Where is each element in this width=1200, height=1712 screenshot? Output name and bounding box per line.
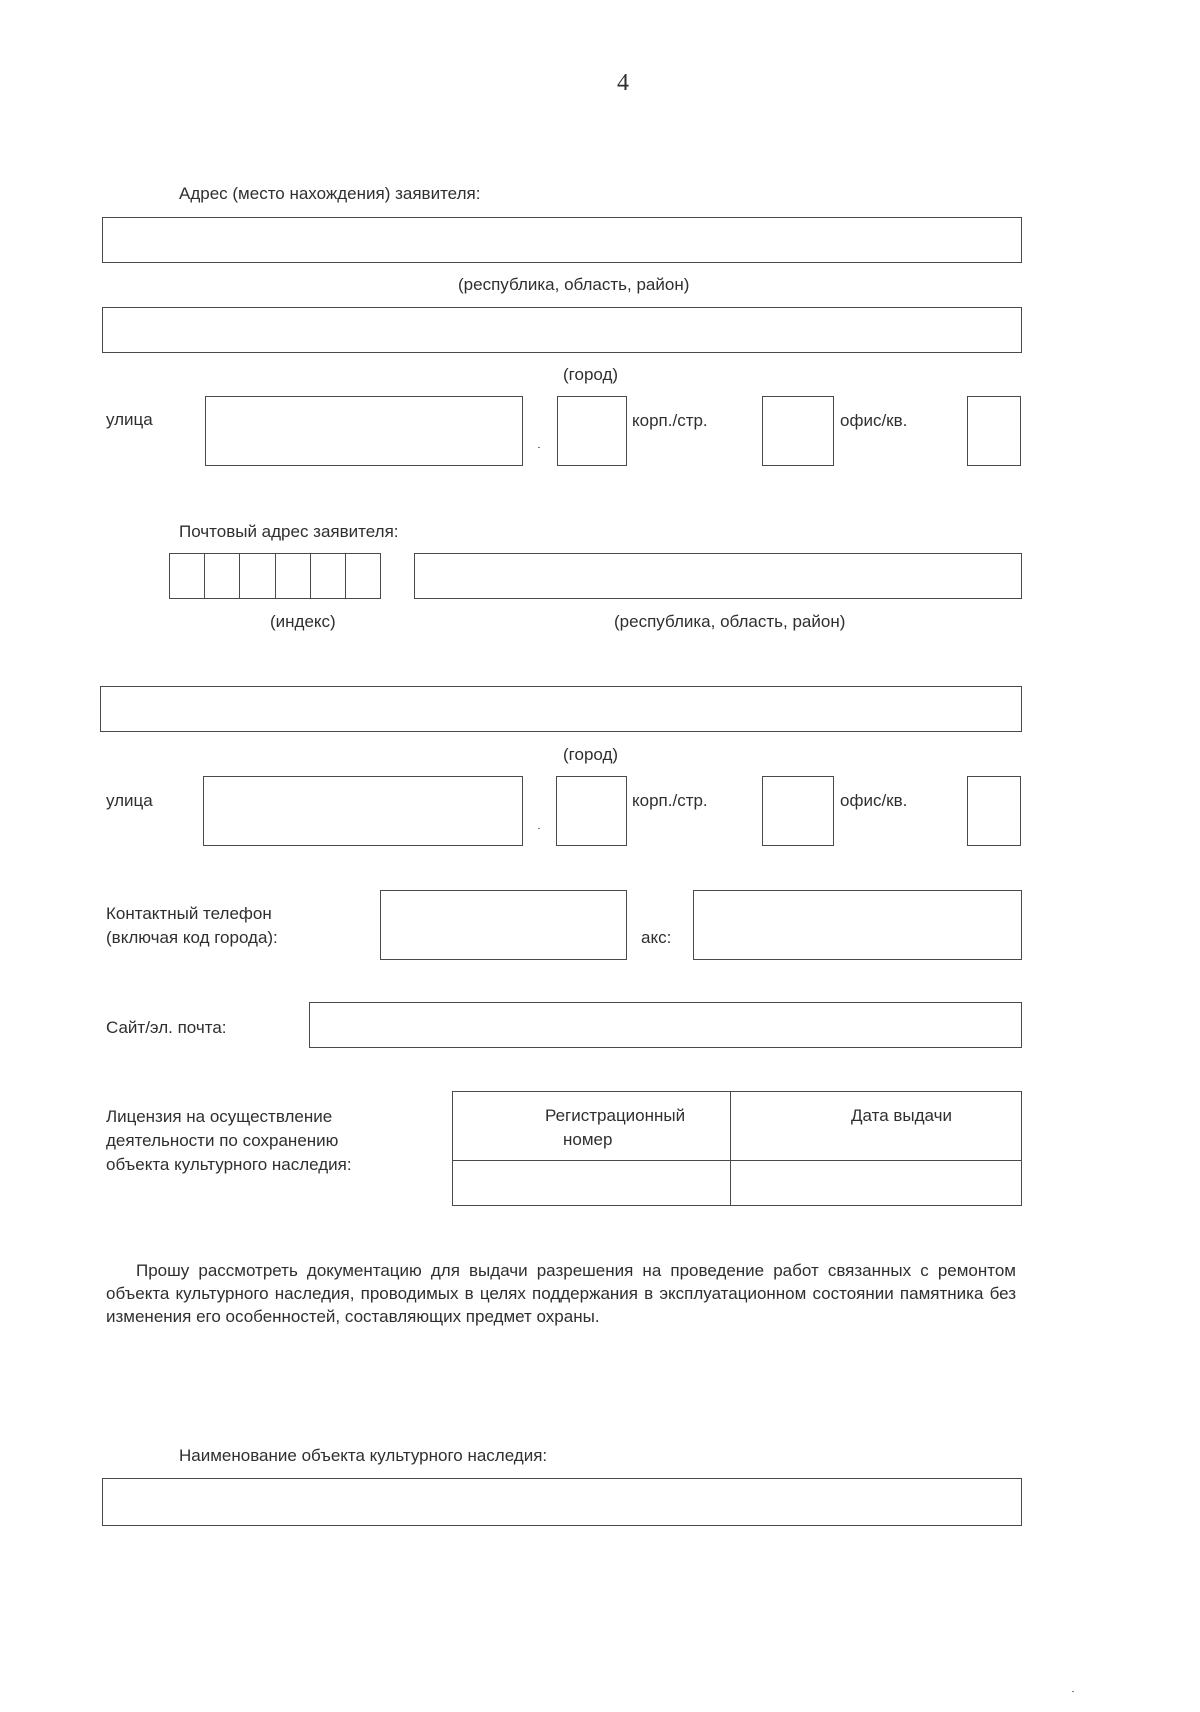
legal-address-street-label: улица xyxy=(106,410,153,429)
license-label-line2: деятельности по сохранению xyxy=(106,1131,339,1150)
contact-site-label: Сайт/эл. почта: xyxy=(106,1018,227,1037)
postal-index-field[interactable] xyxy=(169,553,381,599)
postal-index-cell[interactable] xyxy=(205,554,240,598)
postal-address-office-label: офис/кв. xyxy=(840,791,908,810)
page-number: 4 xyxy=(617,70,629,96)
postal-index-cell[interactable] xyxy=(311,554,346,598)
legal-address-house-field[interactable] xyxy=(557,396,627,466)
legal-address-city-caption: (город) xyxy=(563,365,619,384)
contact-fax-label: акс: xyxy=(641,928,672,947)
license-col-reg-number-header-line2: номер xyxy=(563,1130,613,1149)
postal-address-title: Почтовый адрес заявителя: xyxy=(179,522,399,541)
postal-address-street-label: улица xyxy=(106,791,153,810)
postal-address-region-field[interactable] xyxy=(414,553,1022,599)
request-paragraph: Прошу рассмотреть документацию для выдачи разрешения на проведение работ связанных с ремонтом объекта культурного наследия, проводимых в целях поддержания в эксплуатационном состоянии памятника без изменения его особенностей, составляющих предмет охраны. xyxy=(106,1261,1016,1326)
contact-phone-label-line1: Контактный телефон xyxy=(106,904,272,923)
postal-address-city-caption: (город) xyxy=(563,745,619,764)
postal-address-house-field[interactable] xyxy=(556,776,627,846)
postal-index-cell[interactable] xyxy=(276,554,311,598)
postal-address-street-field[interactable] xyxy=(203,776,523,846)
legal-address-building-label: корп./стр. xyxy=(632,411,708,430)
separator-dot xyxy=(538,447,540,448)
postal-index-caption: (индекс) xyxy=(270,612,336,631)
legal-address-title: Адрес (место нахождения) заявителя: xyxy=(179,184,481,203)
license-col-issue-date-header: Дата выдачи xyxy=(851,1106,952,1125)
contact-phone-field[interactable] xyxy=(380,890,627,960)
postal-address-region-caption: (республика, область, район) xyxy=(614,612,846,631)
license-label-line1: Лицензия на осуществление xyxy=(106,1107,333,1126)
scan-speck xyxy=(1072,1691,1074,1692)
legal-address-building-field[interactable] xyxy=(762,396,834,466)
legal-address-city-field[interactable] xyxy=(102,307,1022,353)
postal-address-office-field[interactable] xyxy=(967,776,1021,846)
license-table-divider xyxy=(730,1092,731,1205)
postal-address-building-field[interactable] xyxy=(762,776,834,846)
postal-address-building-label: корп./стр. xyxy=(632,791,708,810)
license-label-line3: объекта культурного наследия: xyxy=(106,1155,352,1174)
legal-address-region-caption: (республика, область, район) xyxy=(458,275,690,294)
heritage-object-title: Наименование объекта культурного наследия: xyxy=(179,1446,548,1465)
legal-address-office-label: офис/кв. xyxy=(840,411,908,430)
postal-index-cell[interactable] xyxy=(170,554,205,598)
legal-address-street-field[interactable] xyxy=(205,396,523,466)
postal-index-cell[interactable] xyxy=(240,554,275,598)
contact-fax-field[interactable] xyxy=(693,890,1022,960)
license-issue-date-cell[interactable] xyxy=(732,1161,1021,1205)
legal-address-office-field[interactable] xyxy=(967,396,1021,466)
heritage-object-name-field[interactable] xyxy=(102,1478,1022,1526)
separator-dot xyxy=(538,828,540,829)
postal-index-cell[interactable] xyxy=(346,554,380,598)
license-col-reg-number-header-line1: Регистрационный xyxy=(545,1106,686,1125)
contact-phone-label-line2: (включая код города): xyxy=(106,928,278,947)
contact-site-email-field[interactable] xyxy=(309,1002,1022,1048)
postal-address-city-field[interactable] xyxy=(100,686,1022,732)
legal-address-region-field[interactable] xyxy=(102,217,1022,263)
license-table xyxy=(452,1091,1022,1206)
license-reg-number-cell[interactable] xyxy=(453,1161,729,1205)
